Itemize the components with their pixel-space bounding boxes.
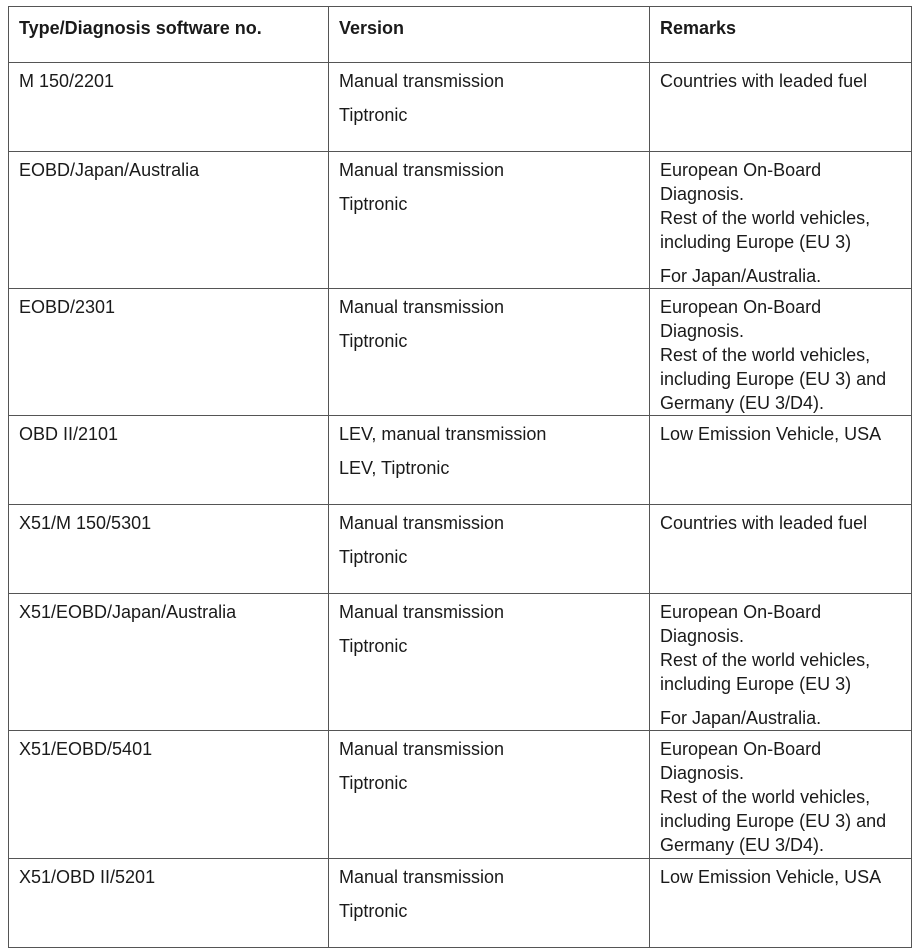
remark-line: European On-Board Diagnosis. [660,602,822,646]
cell-type: EOBD/2301 [9,289,329,416]
cell-type: OBD II/2101 [9,416,329,505]
cell-remarks [650,63,912,152]
cell-version [329,594,650,731]
remark-line: Low Emission Vehicle, USA [660,424,882,444]
remark-line: Germany (EU 3/D4). [660,393,825,413]
table-row [9,289,912,416]
cell-version [329,731,650,859]
table-row [9,505,912,594]
remark-line: Rest of the world vehicles, [660,650,871,670]
header-row [9,7,912,63]
version-line: Manual transmission [339,160,505,180]
version-line: Tiptronic [339,194,408,214]
version-line: Tiptronic [339,105,408,125]
header-version: Version [329,7,650,63]
version-line: LEV, Tiptronic [339,458,450,478]
version-line: Manual transmission [339,297,505,317]
version-line: Tiptronic [339,547,408,567]
remark-line: European On-Board Diagnosis. [660,160,822,204]
version-line: Manual transmission [339,867,505,887]
version-line: Manual transmission [339,513,505,533]
cell-version [329,152,650,289]
cell-version [329,63,650,152]
cell-remarks [650,594,912,731]
cell-version [329,416,650,505]
version-line: Manual transmission [339,739,505,759]
cell-remarks [650,505,912,594]
cell-type: X51/EOBD/5401 [9,731,329,859]
remark-line: Germany (EU 3/D4). [660,835,825,855]
remark-line: including Europe (EU 3) [660,232,852,252]
remark-line: including Europe (EU 3) and [660,369,887,389]
table-row [9,731,912,859]
remark-line: European On-Board Diagnosis. [660,739,822,783]
table-row [9,152,912,289]
version-line: Manual transmission [339,602,505,622]
version-line: LEV, manual transmission [339,424,547,444]
remark-line: European On-Board Diagnosis. [660,297,822,341]
version-line: Tiptronic [339,636,408,656]
cell-remarks [650,289,912,416]
remark-line: For Japan/Australia. [660,708,822,728]
remark-line: including Europe (EU 3) and [660,811,887,831]
cell-remarks [650,859,912,948]
cell-remarks [650,416,912,505]
diagnosis-software-table [8,6,912,948]
remark-line: Rest of the world vehicles, [660,787,871,807]
remark-line: Rest of the world vehicles, [660,208,871,228]
cell-type: X51/EOBD/Japan/Australia [9,594,329,731]
remark-line: Rest of the world vehicles, [660,345,871,365]
cell-version [329,289,650,416]
cell-version [329,505,650,594]
remark-line: Low Emission Vehicle, USA [660,867,882,887]
version-line: Manual transmission [339,71,505,91]
remark-line: including Europe (EU 3) [660,674,852,694]
header-remarks: Remarks [650,7,912,63]
version-line: Tiptronic [339,331,408,351]
version-line: Tiptronic [339,901,408,921]
table-row [9,594,912,731]
table-row [9,416,912,505]
cell-version [329,859,650,948]
cell-remarks [650,731,912,859]
cell-type: M 150/2201 [9,63,329,152]
cell-remarks [650,152,912,289]
cell-type: X51/OBD II/5201 [9,859,329,948]
remark-line: Countries with leaded fuel [660,513,868,533]
cell-type: X51/M 150/5301 [9,505,329,594]
remark-line: For Japan/Australia. [660,266,822,286]
table-row [9,859,912,948]
table-row [9,63,912,152]
cell-type: EOBD/Japan/Australia [9,152,329,289]
remark-line: Countries with leaded fuel [660,71,868,91]
version-line: Tiptronic [339,773,408,793]
header-type: Type/Diagnosis software no. [9,7,329,63]
